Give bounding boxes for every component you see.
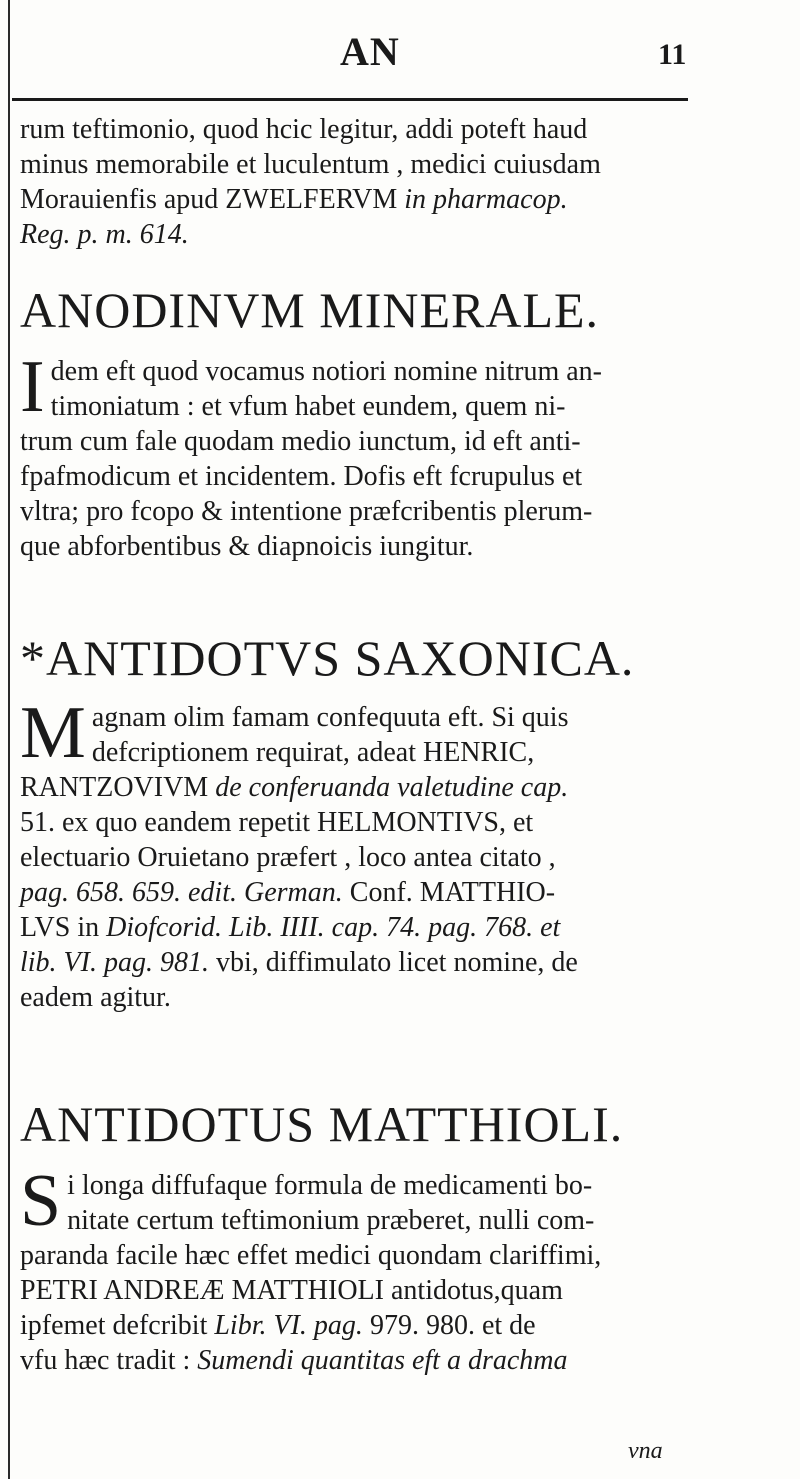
anodinum-line-2: timoniatum : et vfum habet eundem, quem ni- xyxy=(50,391,566,422)
matthioli-line-5 xyxy=(20,1308,680,1343)
saxonica-line-4: 51. ex quo eandem repetit HELMONTIVS, et xyxy=(20,807,534,838)
dropcap-i: I xyxy=(20,346,45,428)
anodinum-line-5: vltra; pro fcopo & intentione præfcribentis plerum- xyxy=(20,496,593,527)
matthioli-line-6-text: vfu hæc tradit : xyxy=(20,1345,198,1376)
saxonica-line-8 xyxy=(20,945,680,980)
section-saxonica-body xyxy=(20,692,680,1015)
matthioli-line-3: paranda facile hæc effet medici quondam clariffimi, xyxy=(20,1240,602,1271)
anodinum-line-1: dem eft quod vocamus notiori nomine nitrum an- xyxy=(50,356,602,387)
saxonica-line-8-italic: lib. VI. pag. 981. xyxy=(20,947,209,978)
saxonica-line-7 xyxy=(20,910,680,945)
saxonica-line-8-text: vbi, diffimulato licet nomine, de xyxy=(209,947,578,978)
intro-paragraph xyxy=(20,112,680,252)
matthioli-line-4: PETRI ANDREÆ MATTHIOLI antidotus,quam xyxy=(20,1275,563,1306)
saxonica-line-5: electuario Oruietano præfert , loco antea citato , xyxy=(20,842,556,873)
running-head-title: AN xyxy=(340,29,400,74)
section-anodinum-body xyxy=(20,346,680,564)
anodinum-line-4: fpafmodicum et incidentem. Dofis eft fcrupulus et xyxy=(20,461,583,492)
page-edge xyxy=(8,0,10,1479)
running-head xyxy=(0,22,800,72)
section-heading-anodinum: ANODINVM MINERALE. xyxy=(20,282,600,338)
saxonica-line-6 xyxy=(20,875,680,910)
saxonica-line-7-text: LVS in xyxy=(20,912,107,943)
intro-line-3 xyxy=(20,182,680,217)
intro-line-3-italic: in pharmacop. xyxy=(404,184,568,215)
saxonica-line-9: eadem agitur. xyxy=(20,982,171,1013)
dropcap-s: S xyxy=(20,1160,62,1242)
section-matthioli-body xyxy=(20,1160,680,1378)
matthioli-line-5-text: ipfemet defcribit xyxy=(20,1310,215,1341)
anodinum-line-3: trum cum fale quodam medio iunctum, id eft anti- xyxy=(20,426,581,457)
saxonica-line-2: defcriptionem requirat, adeat HENRIC, xyxy=(91,737,535,768)
saxonica-line-3-text: RANTZOVIVM xyxy=(20,772,216,803)
intro-line-3-text: Morauienfis apud ZWELFERVM xyxy=(20,184,405,215)
dropcap-m: M xyxy=(20,692,86,774)
section-heading-antidotus-saxonica: *ANTIDOTVS SAXONICA. xyxy=(20,630,635,686)
saxonica-line-3-italic: de conferuanda valetudine cap. xyxy=(215,772,569,803)
intro-line-1: rum teftimonio, quod hcic legitur, addi poteft haud xyxy=(20,114,588,145)
matthioli-line-1: i longa diffufaque formula de medicamenti bo- xyxy=(67,1170,593,1201)
header-rule xyxy=(12,98,688,101)
saxonica-line-3 xyxy=(20,770,680,805)
intro-line-4: Reg. p. m. 614. xyxy=(20,219,189,250)
matthioli-line-5-tail: 979. 980. et de xyxy=(362,1310,536,1341)
page-number: 11 xyxy=(658,38,687,71)
saxonica-line-6-text: Conf. MATTHIO- xyxy=(342,877,556,908)
intro-line-2: minus memorabile et luculentum , medici cuiusdam xyxy=(20,149,601,180)
saxonica-line-6-italic: pag. 658. 659. edit. German. xyxy=(20,877,343,908)
saxonica-line-1: agnam olim famam confequuta eft. Si quis xyxy=(91,702,569,733)
matthioli-line-2: nitate certum teftimonium præberet, nulli com- xyxy=(67,1205,595,1236)
saxonica-line-7-italic: Diofcorid. Lib. IIII. cap. 74. pag. 768. et xyxy=(106,912,561,943)
matthioli-line-6 xyxy=(20,1343,680,1378)
matthioli-line-6-italic: Sumendi quantitas eft a drachma xyxy=(197,1345,568,1376)
catchword: vna xyxy=(628,1438,663,1464)
matthioli-line-5-italic: Libr. VI. pag. xyxy=(214,1310,363,1341)
anodinum-line-6: que abforbentibus & diapnoicis iungitur. xyxy=(20,531,474,562)
section-heading-antidotus-matthioli: ANTIDOTUS MATTHIOLI. xyxy=(20,1096,624,1152)
